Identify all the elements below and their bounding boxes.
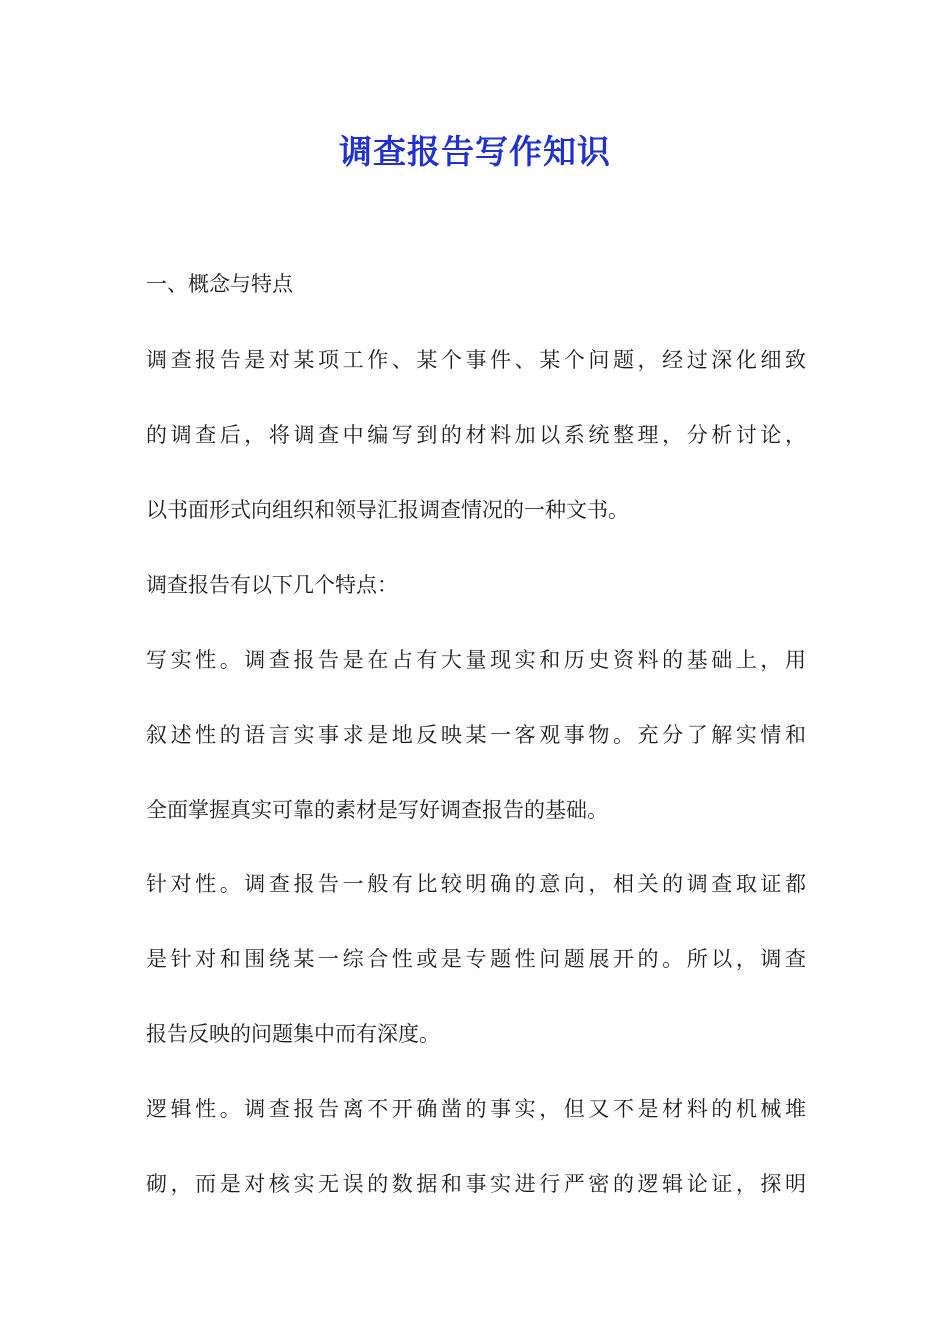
document-title: 调查报告写作知识	[339, 132, 611, 171]
paragraph-line: 以书面形式向组织和领导汇报调查情况的一种文书。	[146, 498, 629, 522]
paragraph-line: 针对性。调查报告一般有比较明确的意向，相关的调查取证都	[146, 872, 806, 896]
paragraph-line: 全面掌握真实可靠的素材是写好调查报告的基础。	[146, 798, 608, 822]
section-heading: 一、概念与特点	[146, 272, 293, 296]
paragraph-line: 是针对和围绕某一综合性或是专题性问题展开的。所以，调查	[146, 947, 806, 971]
paragraph-line: 叙述性的语言实事求是地反映某一客观事物。充分了解实情和	[146, 723, 806, 747]
paragraph-line: 报告反映的问题集中而有深度。	[146, 1022, 440, 1046]
paragraph-line: 调查报告有以下几个特点：	[146, 573, 398, 597]
paragraph-line: 砌，而是对核实无误的数据和事实进行严密的逻辑论证，探明	[146, 1172, 806, 1196]
paragraph-line: 调查报告是对某项工作、某个事件、某个问题，经过深化细致	[146, 348, 806, 372]
paragraph-line: 的调查后，将调查中编写到的材料加以系统整理，分析讨论，	[146, 423, 806, 447]
paragraph-line: 写实性。调查报告是在占有大量现实和历史资料的基础上，用	[146, 648, 806, 672]
paragraph-line: 逻辑性。调查报告离不开确凿的事实，但又不是材料的机械堆	[146, 1097, 806, 1121]
